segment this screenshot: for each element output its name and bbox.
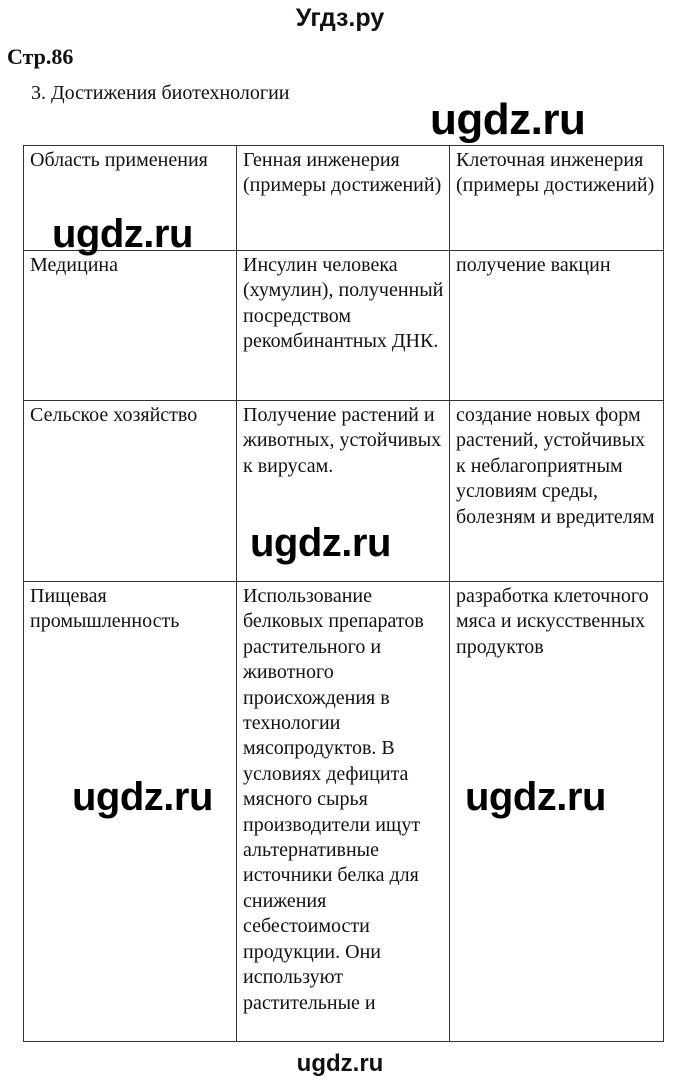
cell-cellular: [450, 251, 664, 401]
header-cell-genetic: [237, 146, 450, 251]
table-row: [24, 251, 664, 401]
cell-text: Сельское хозяйство: [30, 404, 198, 426]
cell-text: получение вакцин: [456, 254, 611, 276]
watermark: ugdz.ru: [465, 775, 606, 819]
cell-genetic: [237, 582, 450, 1042]
cell-text: Инсулин человека (хумулин), полученный посредством рекомбинантных ДНК.: [243, 254, 444, 353]
watermark: ugdz.ru: [250, 521, 391, 565]
cell-text: Использование белковых препаратов растительного и животного происхождения в технологии мясопродуктов. В условиях дефицита мясного сырья производители ищут альтернативные источники белка для снижения себестоимости продукции. Они используют растительные и: [243, 585, 424, 1014]
cell-genetic: [237, 251, 450, 401]
header-cell-cellular: [450, 146, 664, 251]
header-label: Клеточная инженерия (примеры достижений): [456, 149, 655, 197]
header-label: Область применения: [30, 149, 208, 171]
cell-text: Получение растений и животных, устойчивых к вирусам.: [243, 404, 442, 477]
watermark: ugdz.ru: [52, 212, 193, 256]
biotech-achievements-table: [23, 145, 664, 1042]
cell-area: [24, 251, 237, 401]
cell-text: разработка клеточного мяса и искусственных продуктов: [456, 585, 649, 658]
page-number: Стр.86: [7, 44, 74, 69]
footer-watermark: ugdz.ru: [296, 1050, 384, 1077]
cell-area: [24, 401, 237, 582]
watermark: ugdz.ru: [430, 95, 586, 144]
cell-text: Медицина: [30, 254, 118, 276]
cell-text: Пищевая промышленность: [30, 585, 180, 633]
header-label: Генная инженерия (примеры достижений): [243, 149, 442, 197]
cell-cellular: [450, 401, 664, 582]
cell-text: создание новых форм растений, устойчивых к неблагоприятным условиям среды, болезням и вредителям: [456, 404, 655, 528]
site-title: Угдз.ру: [295, 4, 385, 32]
watermark: ugdz.ru: [72, 775, 213, 819]
task-title: 3. Достижения биотехнологии: [31, 82, 290, 104]
